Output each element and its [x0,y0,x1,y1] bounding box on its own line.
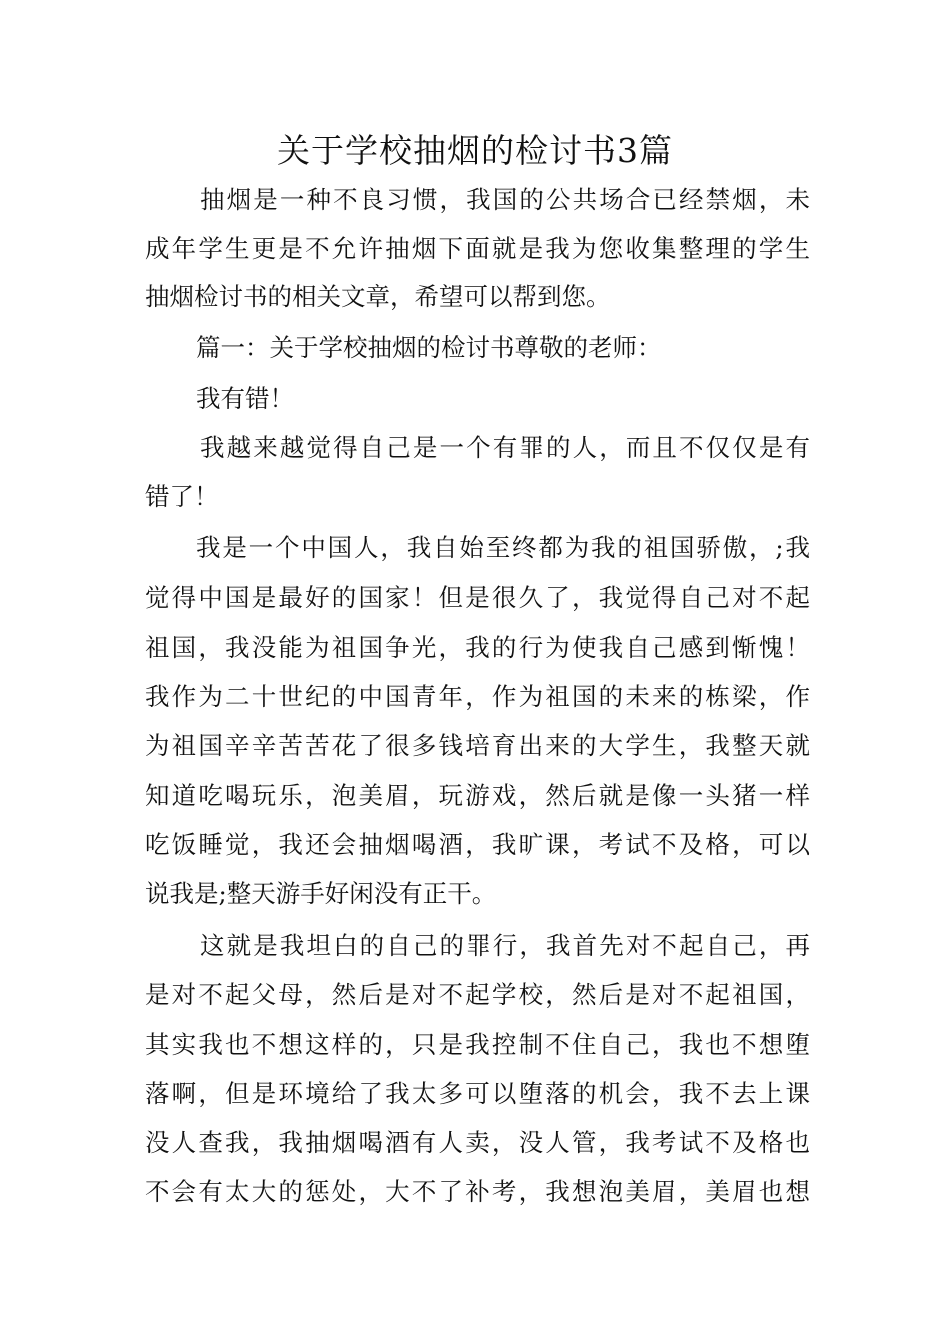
paragraph-line: 成年学生更是不允许抽烟下面就是我为您收集整理的学生 [145,234,810,263]
paragraph-line: 我有错！ [196,384,294,413]
paragraph-line: 没人查我，我抽烟喝酒有人卖，没人管，我考试不及格也 [145,1128,810,1157]
paragraph-line: 我是一个中国人，我自始至终都为我的祖国骄傲，;我 [196,533,810,562]
paragraph-line: 吃饭睡觉，我还会抽烟喝酒，我旷课，考试不及格，可以 [145,830,810,859]
paragraph-line: 说我是;整天游手好闲没有正干。 [145,879,497,908]
paragraph-line: 我作为二十世纪的中国青年，作为祖国的未来的栋梁，作 [145,682,810,711]
paragraph-line: 觉得中国是最好的国家！但是很久了，我觉得自己对不起 [145,583,810,612]
paragraph-line: 这就是我坦白的自己的罪行，我首先对不起自己，再 [200,931,810,960]
paragraph-line: 是对不起父母，然后是对不起学校，然后是对不起祖国， [145,980,810,1009]
paragraph-line: 抽烟检讨书的相关文章，希望可以帮到您。 [145,282,611,311]
paragraph-line: 错了！ [145,482,219,511]
paragraph-line: 为祖国辛辛苦苦花了很多钱培育出来的大学生，我整天就 [145,731,810,760]
paragraph-line: 祖国，我没能为祖国争光，我的行为使我自己感到惭愧！ [145,633,810,662]
paragraph-line: 知道吃喝玩乐，泡美眉，玩游戏，然后就是像一头猪一样 [145,781,810,810]
paragraph-line: 落啊，但是环境给了我太多可以堕落的机会，我不去上课 [145,1079,810,1108]
document-title: 关于学校抽烟的检讨书3篇 [277,131,673,170]
paragraph-line: 其实我也不想这样的，只是我控制不住自己，我也不想堕 [145,1030,810,1059]
paragraph-line: 篇一：关于学校抽烟的检讨书尊敬的老师： [196,333,662,362]
paragraph-line: 抽烟是一种不良习惯，我国的公共场合已经禁烟，未 [200,185,810,214]
paragraph-line: 我越来越觉得自己是一个有罪的人，而且不仅仅是有 [200,433,810,462]
paragraph-line: 不会有太大的惩处，大不了补考，我想泡美眉，美眉也想 [145,1177,810,1206]
